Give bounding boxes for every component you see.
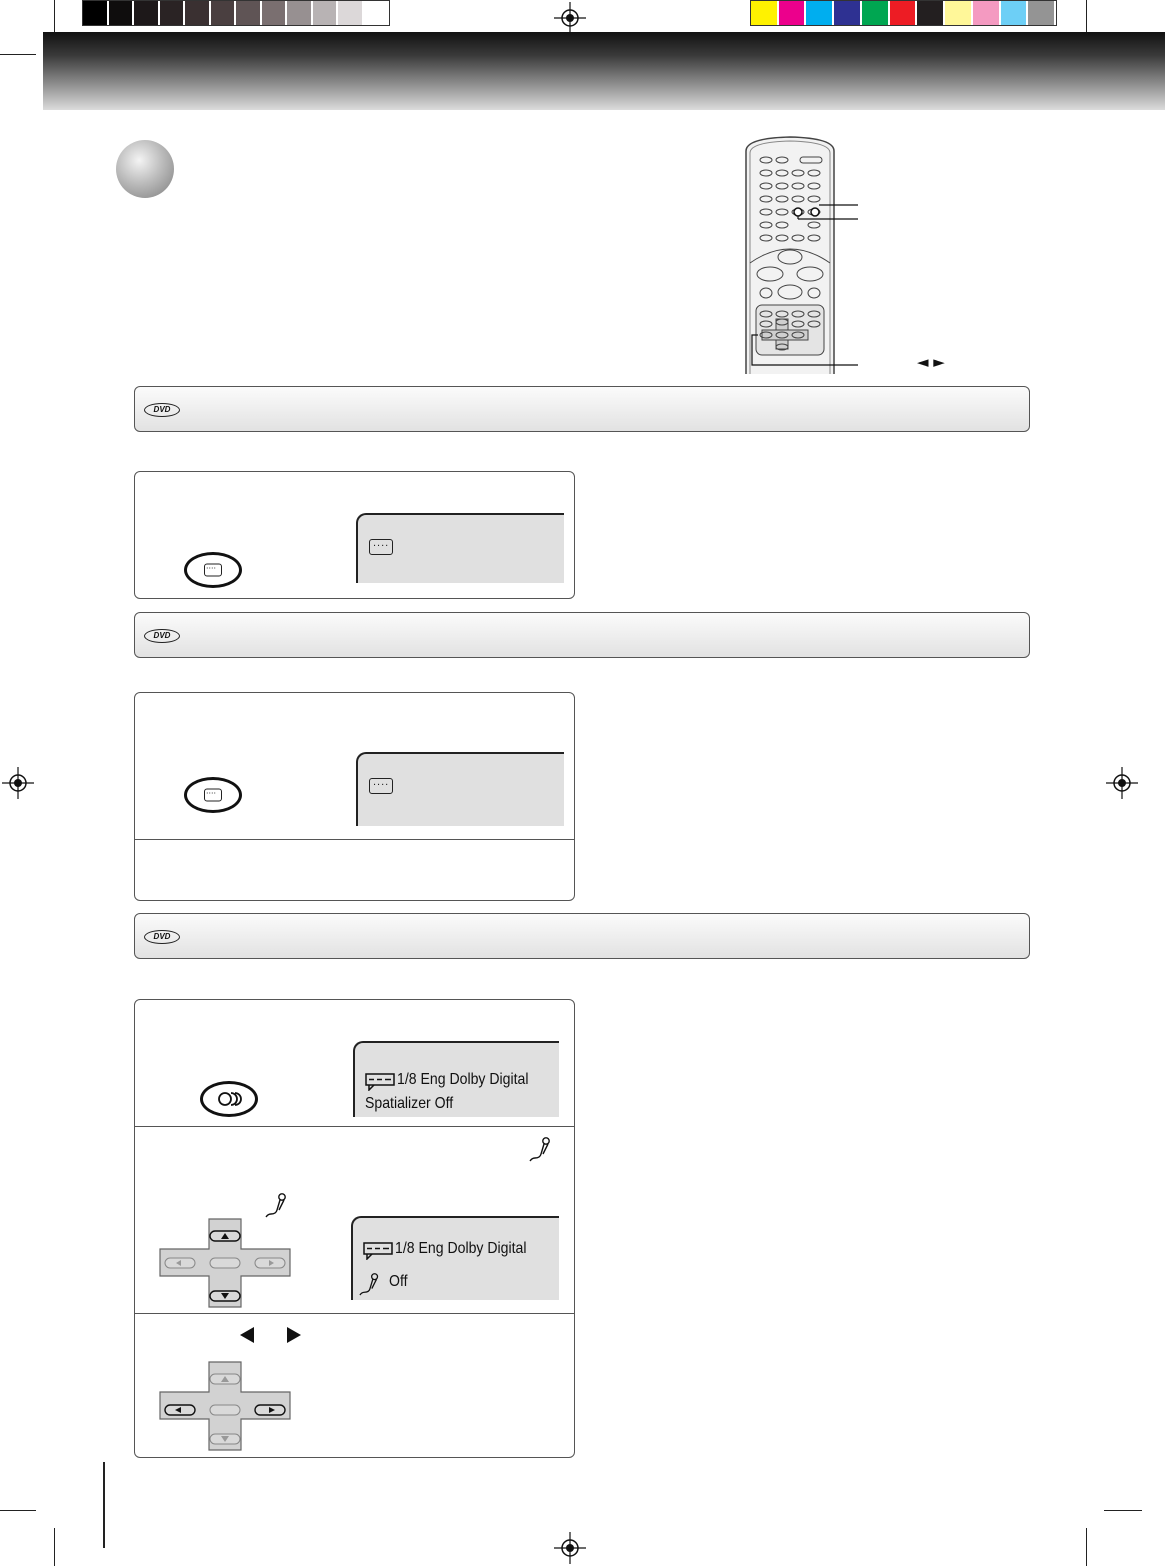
osd-audio-line1: 1/8 Eng Dolby Digital	[397, 1071, 529, 1088]
color-swatch	[751, 1, 777, 25]
color-swatch	[236, 1, 260, 25]
color-swatch	[779, 1, 805, 25]
registration-mark-icon	[2, 767, 34, 799]
color-swatch	[1001, 1, 1027, 25]
crop-mark	[54, 1528, 55, 1566]
registration-mark-icon	[554, 2, 586, 34]
remote-control-icon	[740, 135, 970, 377]
dvd-banner-2	[134, 612, 1030, 658]
osd-audio-off-line2: Off	[389, 1273, 408, 1290]
color-swatch	[1028, 1, 1054, 25]
color-swatch	[109, 1, 133, 25]
color-swatch	[364, 1, 388, 25]
registration-mark-icon	[554, 1532, 586, 1564]
osd-audio-off-screen	[351, 1216, 559, 1300]
color-swatch	[211, 1, 235, 25]
header-band	[43, 32, 1165, 110]
grayscale-bar	[82, 0, 390, 26]
color-swatch	[185, 1, 209, 25]
subtitle-icon	[204, 789, 222, 802]
osd-audio-screen	[353, 1041, 559, 1117]
audio-icon	[363, 1242, 393, 1260]
osd-screen	[356, 752, 564, 826]
crop-mark	[0, 1510, 36, 1511]
dvd-banner-3	[134, 913, 1030, 959]
color-swatch	[945, 1, 971, 25]
subtitle-button[interactable]	[184, 777, 242, 813]
osd-audio-line2: Spatializer Off	[365, 1095, 454, 1112]
page-edge-line	[103, 1462, 105, 1548]
color-bar	[750, 0, 1057, 26]
color-swatch	[262, 1, 286, 25]
subtitle-panel-2	[134, 692, 575, 901]
color-swatch	[83, 1, 107, 25]
audio-button[interactable]	[200, 1081, 258, 1117]
direction-pad-icon[interactable]	[159, 1361, 291, 1451]
registration-mark-icon	[1106, 767, 1138, 799]
color-swatch	[834, 1, 860, 25]
panel-divider	[135, 1126, 574, 1127]
crop-mark	[1086, 1528, 1087, 1566]
osd-audio-off-line1: 1/8 Eng Dolby Digital	[395, 1240, 527, 1257]
crop-mark	[1104, 1510, 1142, 1511]
audio-icon	[218, 1091, 242, 1107]
color-swatch	[917, 1, 943, 25]
color-swatch	[862, 1, 888, 25]
color-swatch	[160, 1, 184, 25]
section-bullet	[116, 140, 174, 198]
subtitle-icon	[369, 778, 393, 794]
direction-pad-icon[interactable]	[159, 1218, 291, 1308]
panel-divider	[135, 839, 574, 840]
audio-panel	[134, 999, 575, 1458]
color-swatch	[806, 1, 832, 25]
spatializer-icon	[529, 1136, 553, 1162]
color-swatch	[338, 1, 362, 25]
left-arrow-icon	[239, 1326, 255, 1344]
color-swatch	[973, 1, 999, 25]
spatializer-icon	[265, 1192, 289, 1218]
dvd-banner-1	[134, 386, 1030, 432]
subtitle-panel	[134, 471, 575, 599]
subtitle-icon	[204, 564, 222, 577]
remote-callout-arrows: ◄ ►	[917, 353, 945, 371]
crop-mark	[0, 54, 36, 55]
spatializer-icon	[359, 1272, 381, 1296]
audio-icon	[365, 1073, 395, 1091]
color-swatch	[313, 1, 337, 25]
dvd-logo: DVD	[144, 629, 180, 643]
color-swatch	[134, 1, 158, 25]
dvd-logo: DVD	[144, 930, 180, 944]
panel-divider	[135, 1313, 574, 1314]
subtitle-icon	[369, 539, 393, 555]
dvd-logo: DVD	[144, 403, 180, 417]
right-arrow-icon	[286, 1326, 302, 1344]
color-swatch	[287, 1, 311, 25]
color-swatch	[890, 1, 916, 25]
subtitle-button[interactable]	[184, 552, 242, 588]
osd-screen	[356, 513, 564, 583]
